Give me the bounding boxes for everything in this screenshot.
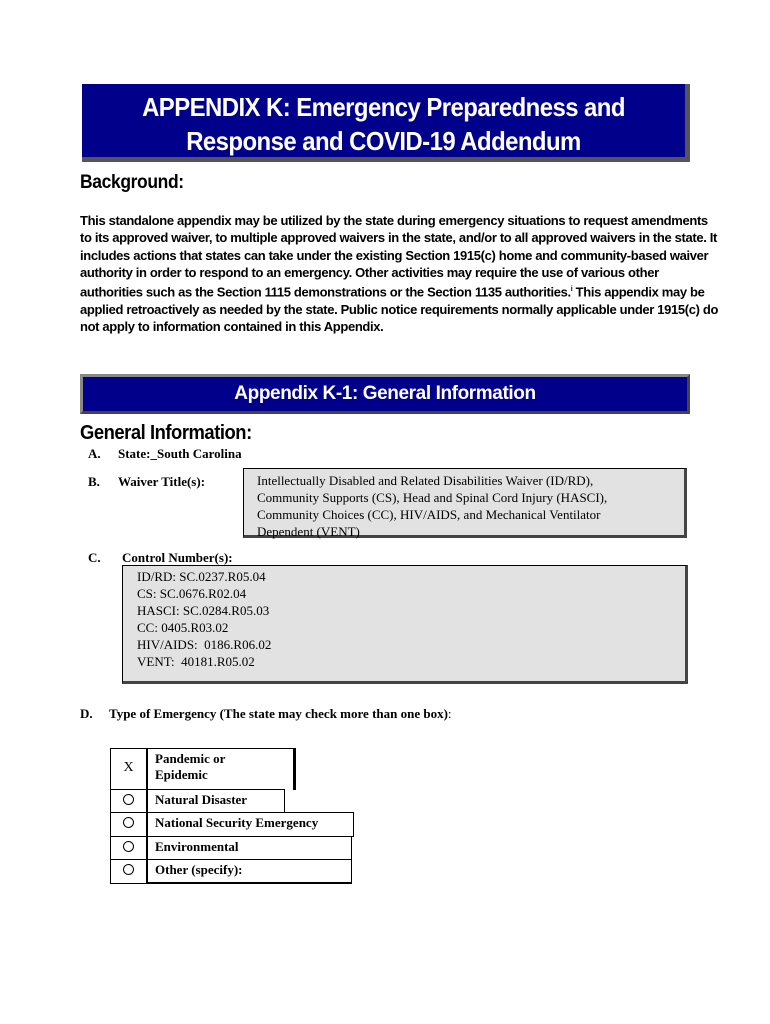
footnote-mark[interactable]: i xyxy=(570,286,573,294)
background-paragraph xyxy=(80,212,720,335)
waiver-title-line: Dependent (VENT) xyxy=(257,524,360,539)
control-number-letter: C. xyxy=(88,550,101,565)
control-number-label: Control Number(s): xyxy=(122,550,233,565)
environmental-label: Environmental xyxy=(147,836,352,860)
title-line-1: APPENDIX K: Emergency Preparedness and xyxy=(142,92,625,122)
title-banner xyxy=(82,84,690,162)
radio-icon xyxy=(123,841,134,852)
waiver-title-line: Intellectually Disabled and Related Disabilities Waiver (ID/RD), xyxy=(257,473,594,488)
waiver-title-field[interactable] xyxy=(243,468,687,538)
emergency-type-row xyxy=(80,706,452,722)
section-banner-k1: Appendix K-1: General Information xyxy=(80,374,690,414)
general-info-heading: General Information: xyxy=(80,422,252,444)
control-number-field[interactable] xyxy=(122,565,688,684)
state-field[interactable]: State:_South Carolina xyxy=(118,446,242,461)
waiver-title-line: Community Supports (CS), Head and Spinal Cord Injury (HASCI), xyxy=(257,490,608,505)
natural-disaster-radio[interactable] xyxy=(110,789,147,813)
national-security-label: National Security Emergency xyxy=(147,812,354,837)
control-number-line: VENT: 40181.R05.02 xyxy=(137,654,255,669)
emergency-type-colon: : xyxy=(447,706,452,721)
other-label: Other (specify): xyxy=(147,859,352,884)
background-heading: Background: xyxy=(80,172,184,193)
national-security-radio[interactable] xyxy=(110,812,147,837)
other-radio[interactable] xyxy=(110,859,147,884)
environmental-radio[interactable] xyxy=(110,836,147,860)
control-number-line: ID/RD: SC.0237.R05.04 xyxy=(137,569,266,584)
waiver-title-letter: B. xyxy=(88,474,100,489)
control-number-line: HASCI: SC.0284.R05.03 xyxy=(137,603,270,618)
pandemic-checkbox[interactable] xyxy=(110,748,147,790)
pandemic-label-line1: Pandemic or xyxy=(155,751,226,766)
background-text-tail: This appendix may be applied retroactively as needed by the state. Public notice requirements normally applicable under 1915(c) do not apply to information contained in this Appendix. xyxy=(80,284,719,335)
checked-x-mark: X xyxy=(123,760,134,775)
natural-disaster-label: Natural Disaster xyxy=(147,789,285,813)
radio-icon xyxy=(123,817,134,828)
waiver-title-label: Waiver Title(s): xyxy=(118,474,206,489)
emergency-type-label: Type of Emergency (The state may check more than one box) xyxy=(109,706,448,721)
pandemic-label-line2: Epidemic xyxy=(155,767,208,782)
waiver-title-row xyxy=(88,474,205,490)
pandemic-label xyxy=(147,748,296,790)
control-number-line: CS: SC.0676.R02.04 xyxy=(137,586,247,601)
emergency-type-letter: D. xyxy=(80,706,93,721)
state-letter: A. xyxy=(88,446,101,461)
waiver-title-line: Community Choices (CC), HIV/AIDS, and Mechanical Ventilator xyxy=(257,507,601,522)
radio-icon xyxy=(123,794,134,805)
state-row xyxy=(88,446,242,462)
background-text: This standalone appendix may be utilized by the state during emergency situations to request amendments to its approved waiver, to multiple approved waivers in the state, and/or to all approved waivers in the state. It includes actions that states can take under the existing Section 1915(c) home and community-based waiver authority in order to respond to an emergency. Other activities may require the use of various other authorities such as the Section 1115 demonstrations or the Section 1135 authorities. xyxy=(80,213,717,300)
title-line-2: Response and COVID-19 Addendum xyxy=(186,126,581,156)
radio-icon xyxy=(123,864,134,875)
control-number-line: CC: 0405.R03.02 xyxy=(137,620,229,635)
control-number-line: HIV/AIDS: 0186.R06.02 xyxy=(137,637,272,652)
